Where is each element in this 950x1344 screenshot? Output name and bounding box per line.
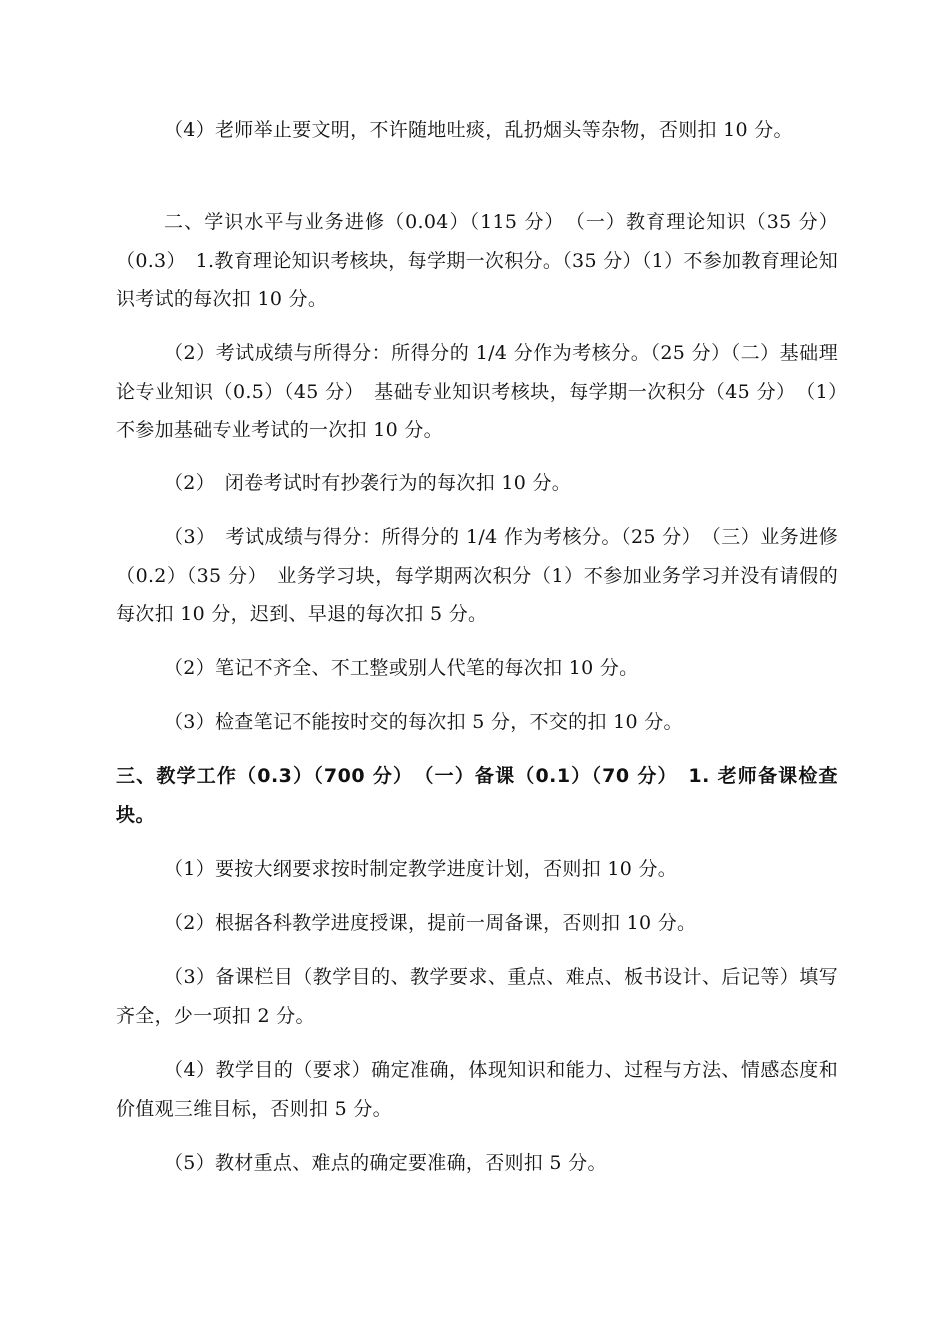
paragraph-business-study: （3） 考试成绩与得分：所得分的 1/4 作为考核分。（25 分） （三）业务进修（0.2）（35 分） 业务学习块，每学期两次积分（1）不参加业务学习并没有请假的每次扣 10 分，迟到、早退的每次扣 5 分。 bbox=[116, 526, 838, 625]
paragraph-notes-deadline: （3）检查笔记不能按时交的每次扣 5 分，不交的扣 10 分。 bbox=[164, 711, 683, 733]
paragraph-knowledge-level: 二、学识水平与业务进修（0.04）（115 分） （一）教育理论知识（35 分）（0.3） 1.教育理论知识考核块，每学期一次积分。（35 分）（1）不参加教育理论知识考试的每次扣 10 分。 bbox=[116, 211, 838, 310]
paragraph-notes-rule: （2）笔记不齐全、不工整或别人代笔的每次扣 10 分。 bbox=[164, 657, 639, 679]
paragraph-lesson-prep: （2）根据各科教学进度授课，提前一周备课，否则扣 10 分。 bbox=[164, 912, 697, 934]
paragraph-conduct-rule: （4）老师举止要文明，不许随地吐痰，乱扔烟头等杂物，否则扣 10 分。 bbox=[164, 119, 793, 141]
paragraph-lesson-fields: （3）备课栏目（教学目的、教学要求、重点、难点、板书设计、后记等）填写齐全，少一项扣 2 分。 bbox=[116, 966, 838, 1027]
paragraph-teaching-goals: （4）教学目的（要求）确定准确，体现知识和能力、过程与方法、情感态度和价值观三维目标，否则扣 5 分。 bbox=[116, 1059, 838, 1120]
paragraph-exam-score: （2）考试成绩与所得分：所得分的 1/4 分作为考核分。（25 分）（二）基础理论专业知识（0.5）（45 分） 基础专业知识考核块，每学期一次积分（45 分） （1） 不参加基础专业考试的一次扣 10 分。 bbox=[116, 342, 858, 441]
section-heading-teaching-work: 三、教学工作（0.3）（700 分） （一）备课（0.1）（70 分） 1. 老师备课检查块。 bbox=[116, 765, 838, 826]
paragraph-teaching-plan: （1）要按大纲要求按时制定教学进度计划，否则扣 10 分。 bbox=[164, 858, 678, 880]
paragraph-cheating-rule: （2） 闭卷考试时有抄袭行为的每次扣 10 分。 bbox=[164, 472, 572, 494]
paragraph-key-points: （5）教材重点、难点的确定要准确，否则扣 5 分。 bbox=[164, 1152, 607, 1174]
